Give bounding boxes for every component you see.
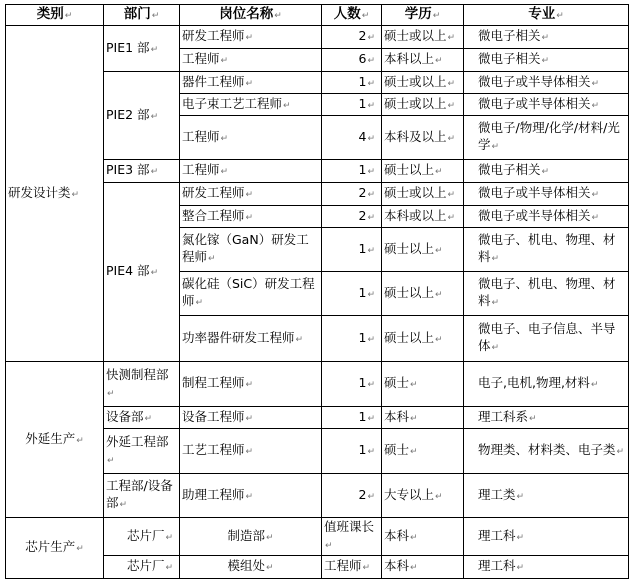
department-cell: PIE3 部↵	[104, 160, 180, 183]
department-cell: 芯片厂↵	[104, 518, 180, 556]
education-cell: 硕士以上↵	[382, 228, 464, 272]
position-cell: 工程师↵	[180, 49, 322, 72]
education-cell: 大专以上↵	[382, 474, 464, 518]
category-cell: 芯片生产↵	[6, 518, 104, 579]
recruitment-table	[5, 4, 629, 579]
count-cell: 值班课长↵	[322, 518, 382, 556]
header-department: 部门↵	[104, 5, 180, 26]
department-cell: PIE4 部↵	[104, 183, 180, 362]
major-cell: 微电子相关↵	[464, 49, 629, 72]
count-cell: 1↵	[322, 407, 382, 429]
position-cell: 氮化镓（GaN）研发工程师↵	[180, 228, 322, 272]
category-cell: 研发设计类↵	[6, 26, 104, 362]
major-cell: 微电子、机电、物理、材料↵	[464, 228, 629, 272]
education-cell: 硕士↵	[382, 429, 464, 474]
position-cell: 设备工程师↵	[180, 407, 322, 429]
major-cell: 微电子或半导体相关↵	[464, 72, 629, 94]
education-cell: 本科↵	[382, 407, 464, 429]
major-cell: 理工科↵	[464, 518, 629, 556]
department-cell: 快测制程部↵	[104, 362, 180, 407]
position-cell: 助理工程师↵	[180, 474, 322, 518]
education-cell: 硕士或以上↵	[382, 26, 464, 49]
header-major: 专业↵	[464, 5, 629, 26]
education-cell: 硕士或以上↵	[382, 183, 464, 206]
education-cell: 硕士以上↵	[382, 160, 464, 183]
count-cell: 4↵	[322, 116, 382, 160]
major-cell: 微电子相关↵	[464, 160, 629, 183]
table-row	[6, 518, 629, 556]
count-cell: 2↵	[322, 206, 382, 228]
header-category: 类别↵	[6, 5, 104, 26]
education-cell: 本科以上↵	[382, 49, 464, 72]
education-cell: 本科↵	[382, 518, 464, 556]
count-cell: 2↵	[322, 474, 382, 518]
table-row	[6, 26, 629, 49]
position-cell: 工程师↵	[180, 160, 322, 183]
position-cell: 整合工程师↵	[180, 206, 322, 228]
department-cell: 工程部/设备部↵	[104, 474, 180, 518]
major-cell: 微电子/物理/化学/材料/光学↵	[464, 116, 629, 160]
header-row	[6, 5, 629, 26]
education-cell: 硕士或以上↵	[382, 94, 464, 116]
position-cell: 工艺工程师↵	[180, 429, 322, 474]
major-cell: 微电子、电子信息、半导体↵	[464, 316, 629, 362]
count-cell: 1↵	[322, 160, 382, 183]
department-cell: 设备部↵	[104, 407, 180, 429]
major-cell: 理工科系↵	[464, 407, 629, 429]
department-cell: PIE1 部↵	[104, 26, 180, 72]
count-cell: 6↵	[322, 49, 382, 72]
education-cell: 本科↵	[382, 556, 464, 579]
count-cell: 1↵	[322, 316, 382, 362]
education-cell: 本科或以上↵	[382, 206, 464, 228]
education-cell: 硕士或以上↵	[382, 72, 464, 94]
education-cell: 硕士以上↵	[382, 316, 464, 362]
position-cell: 电子束工艺工程师↵	[180, 94, 322, 116]
department-cell: 芯片厂↵	[104, 556, 180, 579]
table-row	[6, 362, 629, 407]
major-cell: 物理类、材料类、电子类↵	[464, 429, 629, 474]
category-cell: 外延生产↵	[6, 362, 104, 518]
position-cell: 工程师↵	[180, 116, 322, 160]
position-cell: 研发工程师↵	[180, 26, 322, 49]
major-cell: 微电子或半导体相关↵	[464, 206, 629, 228]
position-cell: 功率器件研发工程师↵	[180, 316, 322, 362]
position-cell: 器件工程师↵	[180, 72, 322, 94]
education-cell: 硕士↵	[382, 362, 464, 407]
major-cell: 微电子或半导体相关↵	[464, 94, 629, 116]
count-cell: 1↵	[322, 72, 382, 94]
position-cell: 制程工程师↵	[180, 362, 322, 407]
position-cell: 模组处↵	[180, 556, 322, 579]
major-cell: 微电子、机电、物理、材料↵	[464, 272, 629, 316]
header-education: 学历↵	[382, 5, 464, 26]
header-count: 人数↵	[322, 5, 382, 26]
department-cell: 外延工程部↵	[104, 429, 180, 474]
major-cell: 微电子相关↵	[464, 26, 629, 49]
major-cell: 电子,电机,物理,材料↵	[464, 362, 629, 407]
count-cell: 1↵	[322, 362, 382, 407]
count-cell: 1↵	[322, 429, 382, 474]
position-cell: 制造部↵	[180, 518, 322, 556]
position-cell: 研发工程师↵	[180, 183, 322, 206]
header-position: 岗位名称↵	[180, 5, 322, 26]
major-cell: 理工科↵	[464, 556, 629, 579]
count-cell: 1↵	[322, 272, 382, 316]
count-cell: 2↵	[322, 26, 382, 49]
count-cell: 1↵	[322, 94, 382, 116]
count-cell: 工程师↵	[322, 556, 382, 579]
major-cell: 微电子或半导体相关↵	[464, 183, 629, 206]
education-cell: 硕士以上↵	[382, 272, 464, 316]
major-cell: 理工类↵	[464, 474, 629, 518]
position-cell: 碳化硅（SiC）研发工程师↵	[180, 272, 322, 316]
education-cell: 本科及以上↵	[382, 116, 464, 160]
count-cell: 2↵	[322, 183, 382, 206]
count-cell: 1↵	[322, 228, 382, 272]
department-cell: PIE2 部↵	[104, 72, 180, 160]
